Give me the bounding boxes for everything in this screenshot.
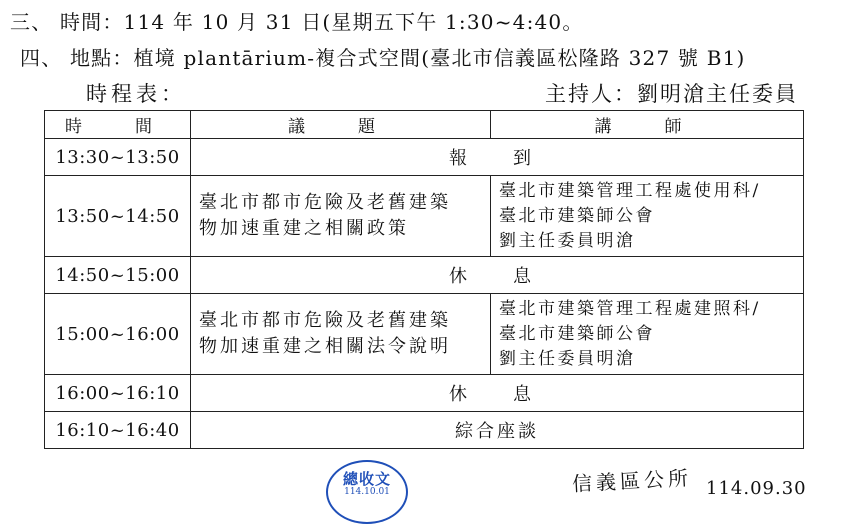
table-row	[45, 412, 804, 449]
column-header-speaker: 講 師	[491, 111, 804, 139]
column-header-time: 時 間	[45, 111, 191, 139]
time-cell: 13:50~14:50	[45, 176, 191, 257]
table-row	[45, 176, 804, 257]
topic-line: 臺北市都市危險及老舊建築	[199, 310, 451, 331]
topic-line: 物加速重建之相關政策	[199, 218, 409, 239]
topic-cell	[191, 176, 491, 257]
break-cell: 休 息	[191, 257, 804, 294]
topic-cell	[191, 294, 491, 375]
time-cell: 16:00~16:10	[45, 375, 191, 412]
speaker-cell	[491, 294, 804, 375]
office-stamp-text: 信義區公所	[571, 465, 693, 496]
speaker-line: 劉主任委員明滄	[499, 348, 636, 369]
discussion-cell: 綜合座談	[191, 412, 804, 449]
table-row	[45, 257, 804, 294]
host-line: 主持人：劉明滄主任委員	[545, 82, 798, 106]
table-header-row	[45, 111, 804, 139]
speaker-line: 臺北市建築管理工程處建照科/	[499, 298, 761, 319]
speaker-line: 臺北市建築管理工程處使用科/	[499, 180, 761, 201]
speaker-line: 劉主任委員明滄	[499, 230, 636, 251]
meeting-time-line: 三、 時間：114 年 10 月 31 日(星期五下午 1:30~4:40。	[10, 10, 584, 34]
meeting-location-line: 四、 地點：植境 plantārium-複合式空間(臺北市信義區松隆路 327 號 B1)	[20, 46, 746, 70]
speaker-cell	[491, 176, 804, 257]
break-cell: 休 息	[191, 375, 804, 412]
receipt-stamp	[326, 460, 408, 524]
stamp-date: 114.10.01	[344, 487, 390, 497]
schedule-table	[44, 110, 804, 449]
topic-line: 臺北市都市危險及老舊建築	[199, 192, 451, 213]
stamp-date-partial: 114.09.30	[706, 478, 807, 499]
speaker-line: 臺北市建築師公會	[499, 205, 655, 226]
time-cell: 14:50~15:00	[45, 257, 191, 294]
table-row	[45, 294, 804, 375]
schedule-label: 時程表：	[86, 82, 186, 106]
time-cell: 13:30~13:50	[45, 139, 191, 176]
topic-line: 物加速重建之相關法令說明	[199, 336, 451, 357]
table-row	[45, 375, 804, 412]
registration-cell: 報 到	[191, 139, 804, 176]
speaker-line: 臺北市建築師公會	[499, 323, 655, 344]
time-cell: 16:10~16:40	[45, 412, 191, 449]
stamp-title: 總收文	[342, 470, 391, 488]
column-header-topic: 議 題	[191, 111, 491, 139]
time-cell: 15:00~16:00	[45, 294, 191, 375]
table-row	[45, 139, 804, 176]
